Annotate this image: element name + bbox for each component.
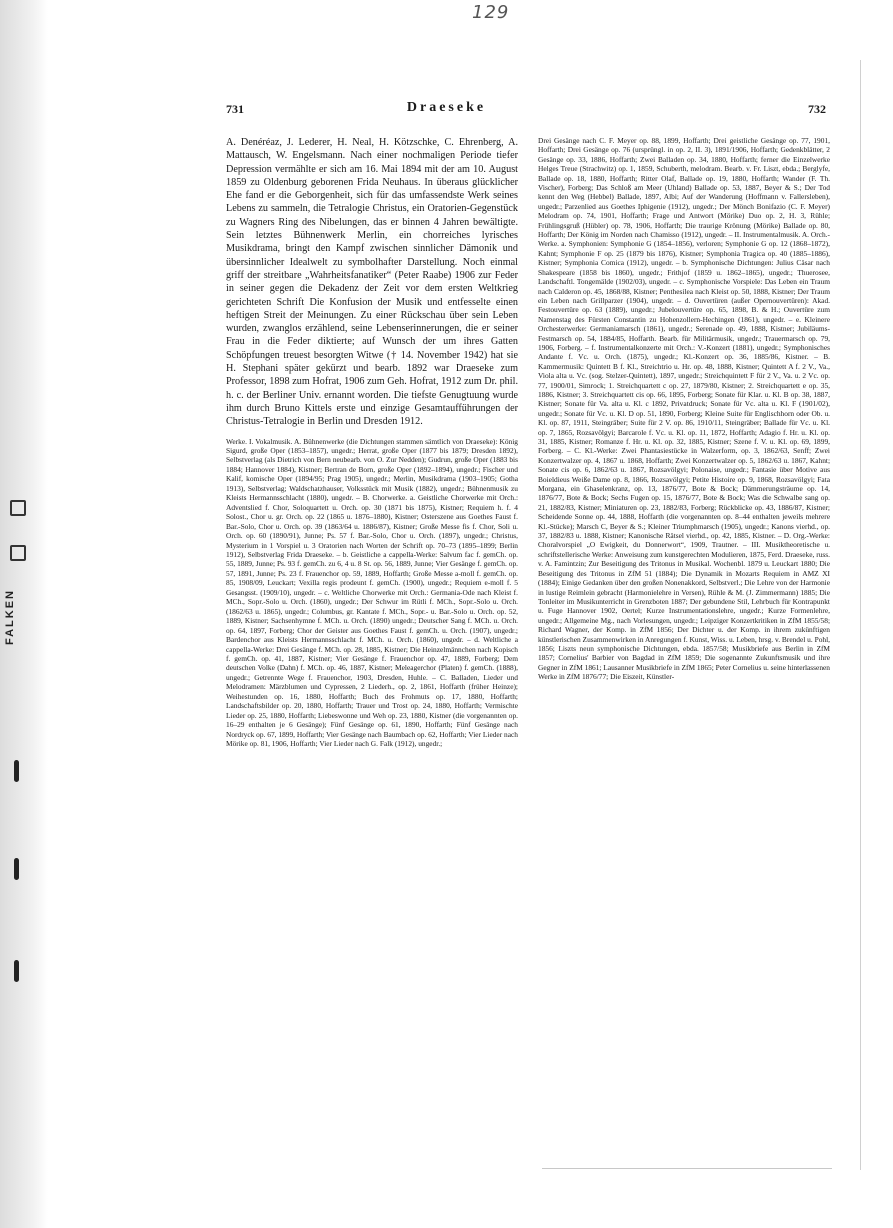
- column-end-rule: [542, 1166, 832, 1169]
- binder-mark-bottom: [10, 545, 26, 561]
- running-title: Draeseke: [406, 100, 487, 115]
- side-brand-label: FALKEN: [4, 589, 16, 645]
- page-number-left: 731: [226, 102, 244, 116]
- works-list-right: Drei Gesänge nach C. F. Meyer op. 88, 1899, Hoffarth; Drei geistliche Gesänge op. 77, 1901, Hoffarth; Drei Gesänge op. 76 (ursprüngl. in op. 2, II. 3), 1891/1906, Hoffarth; Gedenkblätter, 2 Gesänge op. 33, 1886, Hoffarth; Zwei Balladen op. 34, 1880, Hoffarth; ferner die Einzelwerke Helges Treue (Strachwitz) op. 1, 1859, Schuberth, melodram. Bearb. v. Fr. Liszt, ebda.; Berglyfe, Ballade op. 18, 1880, Hoffarth; Ritter Olaf, Ballade op. 19, 1880, Hoffarth; Wander (F. Th. Vischer), Forberg; Das Schloß am Meer (Uhland) Ballade op. 53, 1887, Beyer & S.; Der Tod kennt den Weg (Hebbel) Ballade, 1897, Albi; Auf der Wanderung (Hoffmann v. Fallersleben), ungedr.; Parzenlied aus Goethes Iphigenie (1912), ungedr.; Der Mönch Bonifazio (C. F. Meyer) Melodram op. 74, 1901, Hoffarth; Frage und Antwort (Mörike) Duo op. 2, H. 3, Rühle; Frühlingsgruß (Hübler) op. 78, 1906, Hoffarth; Die traurige Krönung (Mörike) Ballade op. 80, Hoffarth; Der König im Norden nach Chamisso (1912), ungedr. – II. Instrumentalmusik. A. Orch.-Werke. a. Symphonien: Symphonie G (1854–1856), verloren; Symphonie G op. 12 (1868–1872), Kahnt; Symphonie F op. 25 (1879 bis 1876), Kistner; Symphonia Tragica op. 40 (1885–1886), Kistner; Symphonia Comica (1912), ungedr. – b. Symphonische Dichtungen: Julius Cäsar nach Shakespeare (1858 bis 1860), ungedr.; Frithjof (1859 u. 1862–1865), ungedr.; Thuerosee, Landschaftl. Tongemälde (1902/03), ungedr. – c. Symphonische Vorspiele: Das Leben ein Traum nach Calderon op. 45, 1868/88, Kistner; Penthesilea nach Kleist op. 50, 1888, Kistner; Der Traum ein Leben nach Grillparzer (1904), ungedr. – d. Ouvertüren (außer Opernouvertüren): Akad. Festouvertüre op. 63 (1889), ungedr.; Jubelouvertüre op. 65, 1898, B. & H.; Ouvertüre zum Namenstag des Fürsten Constantin zu Hohenzollern-Hechingen (1861), ungedr. – e. Kleinere Orchesterwerke: Germaniamarsch (1861), ungedr.; Serenade op. 49, 1888, Kistner; Jubiläums-Festmarsch op. 54, 1884/85, Hoffarth. Bearb. für Militärmusik, ungedr.; Trauermarsch op. 79, 1906, Forberg. – f. Instrumentalkonzerte mit Orch.: V.-Konzert (1881), ungedr.; Symphonisches Andante f. Vc. u. Orch. (1875), ungedr.; Kl.-Konzert op. 36, 1885/86, Kistner. – B. Kammermusik: Quintett B f. Kl., Streichtrio u. Hr. op. 48, 1888, Kistner; Quintett A f. 2 V., Va., Viola alta u. Vc. (sog. Stelzer-Quintett), 1897, ungedr.; Streichquintett F für 2 V., Va. u. 2 Vc. op. 77, 1900/01, Simrock; 1. Streichquartett c op. 27, 1879/80, Kistner; 2. Streichquartett e op. 35, 1886, Kistner; 3. Streichquartett cis op. 66, 1895, Forberg; Sonate für Klar. u. Kl. B op. 38, 1887, Kistner; Sonate für Va. alta u. Kl. c 1892, Privatdruck; Sonate für Vc. alta u. Kl. F (1901/02), ungedr.; Sonate für Vc. u. Kl. D op. 51, 1890, Forberg; Kleine Suite für Englischhorn oder Ob. u. Kl. op. 87, 1911, Steingräber; Suite für 2 V. op. 86, 1910/11, Steingräber; Ballade für Vc. u. Kl. op. 7, 1865, Rozsavölgyi; Barcarole f. Vc. u. Kl. op. 11, 1872, Hoffarth; Adagio f. Hr. u. Kl. op. 31, 1885, Kistner; Romanze f. Hr. u. Kl. op. 32, 1885, Kistner; Szene f. V. u. Kl. op. 69, 1899, Forberg. – C. Kl.-Werke: Zwei Phantasiestücke in Walzerform, op. 3, 1862/63, Senff; Zwei Konzertwalzer op. 4, 1867 u. 1868, Hoffarth; Zwei Konzertwalzer op. 5, 1862/63 u. 1867, Kahnt; Sonate cis op. 6, 1862/63 u. 1867, Rozsavölgyi; Polonaise, ungedr.; Fantasie über Motive aus Boieldieus Weiße Dame op. 8, 1866, Rozsavölgyi; Petite Histoire op. 9, 1868, Rozsavölgyi; Fata Morgana, ein Ghaselenkranz, op. 13, 1876/77, Bote & Bock; Dämmerungsträume op. 14, 1876/77, Bote & Bock; Sechs Fugen op. 15, 1876/77, Bote & Bock; Was die Schwalbe sang op. 21, 1882/83, Kistner; Miniaturen op. 23, 1882/83, Forberg; Rückblicke op. 43, 1886/87, Kistner; Scheidende Sonne op. 44, 1888, Hoffarth (die vorgenannten op. 8–44 enthalten jeweils mehrere Kl.-Stücke); Marsch C, Beyer & S.; Kleiner Triumphmarsch (1905), ungedr.; Kanons vierhd., op. 37, 1882/83 u. 1888, Kistner; Kanonische Rätsel vierhd., op. 42, 1885, Kistner. – D. Org.-Werke: Choralvorspiel „O Ewigkeit, du Donnerwort“, 1909, Trautner. – III. Musiktheoretische u. schriftstellerische Werke: Anweisung zum kunstgerechten Modulieren, 1875, Ferd. Draeseke, russ. v. A. Famintzin; Zur Beseitigung des Tritonus in Musikal. Wochenbl. 1879 u. Leuckart 1880; Die Beseitigung des Tritonus in ZfM 51 (1884); Die Dynamik in Mozarts Requiem in AMZ XI (1884); Einige Gedanken über den großen Nonenakkord, Selbstverl.; Die Lehre von der Harmonie in lustige Reimlein gebracht (Harmonielehre in Versen), Rühle & M. (J. Zimmermann) 1885; Die Tonleiter im Musikunterricht in Grenzboten 1887; Der gebundene Stil, Lehrbuch für Kontrapunkt u. Fuge Hannover 1902, Oertel; Kurze Instrumentationslehre, ungedr.; Kurze Formenlehre, ungedr.; Allgemeine Mg., nach Vorlesungen, ungedr.; Leipziger Konzertkritiken in ZfM 1855/58; Richard Wagner, der Komp. in ZfM 1856; Der Dichter u. der Komp. in ihrem zukünftigen künstlerischen Zusammenwirken in Anregungen f. Kunst, Wiss. u. Leben, hrsg. v. Brendel u. Pohl, 1856; Liszts neun symphonische Dichtungen, ebda. 1857/58; Musikbriefe aus Berlin in ZfM 1857; Cornelius' Barbier von Bagdad in ZfM 1859; Die sogenannte Zukunftsmusik und ihre Gegner in ZfM 1861; Lausanner Musikbriefe in ZfM 1865; Peter Cornelius u. seine hinterlassenen Werke in ZfM 1876/77; Die Eiszeit, Künstler-: [538, 136, 830, 682]
- biography-text: A. Denéréaz, J. Lederer, H. Neal, H. Kötzschke, C. Ehrenberg, A. Mattausch, W. Engelsmann. Nach einer nochmaligen Periode tiefer Depression vermählte er sich am 16. Mai 1894 mit der am 10. August 1859 zu Oldenburg geborenen Frida Neuhaus. In überaus glücklicher Ehe fand er die Geborgenheit, sich für das umfassendste Werk seines Lebens zu sammeln, die Tetralogie Christus, ein Oratorien-Gegenstück zu Wagners Ring des Nibelungen, das er binnen 4 Jahren bewältigte. Sein letztes Bühnenwerk Merlin, ein chorreiches lyrisches Musikdrama, bringt den Kampf zwischen sinnlicher Dämonik und übersinnlicher Idealwelt zu symbolhafter Darstellung. Noch einmal griff der streitbare „Wahrheitsfanatiker“ (Peter Raabe) 1906 zur Feder in seiner gegen die Dekadenz der Zeit vor dem ersten Weltkrieg gerichteten Schrift Die Konfusion der Musik und entfesselte einen heftigen Streit der Meinungen. Zu einer Rückschau über sein Leben wurden, zwanglos erzählend, seine Lebenserinnerungen, die er seiner Frau in die Feder diktierte; auf Wunsch der um ihres Gatten Schöpfungen treuest besorgten Witwe († 14. November 1942) hat sie H. Stephani später gekürzt und bearb. 1892 war Draeseke zum Professor, 1898 zum Hofrat, 1906 zum Geh. Hofrat, 1912 zum Dr. phil. h. c. der Berliner Univ. ernannt worden. Die tiefste Genugtuung wurde ihm durch Bruno Kittels erste und einzige Gesamtaufführungen der Christus-Tetralogie in Berlin und Dresden 1912.: [226, 137, 518, 428]
- binder-hole-1: [14, 760, 19, 782]
- left-column: [226, 136, 518, 1161]
- binder-mark-top: [10, 500, 26, 516]
- handwritten-page-number: 129: [472, 2, 510, 23]
- page-number-right: 732: [808, 102, 826, 116]
- right-column: [538, 136, 830, 1161]
- binder-hole-3: [14, 960, 19, 982]
- binder-hole-2: [14, 858, 19, 880]
- page-edge: [860, 60, 861, 1170]
- works-list-left: Werke. I. Vokalmusik. A. Bühnenwerke (die Dichtungen stammen sämtlich von Draeseke): König Sigurd, große Oper (1853–1857), ungedr.; Herrat, große Oper (1877 bis 1879; Dresden 1892), Selbstverlag (als Dietrich von Bern neubearb. von O. Zur Nedden); Gudrun, große Oper (1883 bis 1884; Hannover 1884), Kistner; Bertran de Born, große Oper (1892–1894), ungedr.; Fischer und Kalif, komische Oper (1894/95; Prag 1905), ungedr.; Merlin, Musikdrama (1903–1905; Gotha 1913), Selbstverlag; Waldschatzhauser, Volksstück mit Musik (1882), ungedr.; Bühnenmusik zu Kleists Hermannsschlacht (1880), ungedr. – B. Chorwerke. a. Geistliche Chorwerke mit Orch.: Adventslied f. Chor, Soloquartett u. Orch. op. 30 (1871 bis 1875), Kistner; Requiem h. f. 4 Solost., Chor u. gr. Orch. op. 22 (1865 u. 1876–1880), Kistner; Osterszene aus Goethes Faust f. Bar.-Solo, Chor u. Orch. op. 39 (1863/64 u. 1886/87), Kistner; Große Messe fis f. Chor, Soli u. Orch. op. 60 (1890/91), Junne; Ps. 57 f. Bar.-Solo, Chor u. Orch. (1897), ungedr.; Christus, Mysterium in 1 Vorspiel u. 3 Oratorien nach Worten der Schrift op. 70–73 (1895–1899; Berlin 1912), Selbstverlag Frida Draeseke. – b. Geistliche a cappella-Werke: Salvum fac f. gemCh. op. 55, 1889, Junne; Ps. 93 f. gemCh. zu 6, 4 u. 8 St. op. 56, 1889, Junne; Vier Gesänge f. gemCh. op. 57, 1891, Junne; Ps. 23 f. Frauenchor op. 59, 1889, Hoffarth; Große Messe a-moll f. gemCh. op. 85, 1908/09, Leuckart; Vexilla regis prodeunt f. gemCh. (1900), ungedr.; Requiem e-moll f. 5 Gesangsst. (1909/10), ungedr. – c. Weltliche Chorwerke mit Orch.: Germania-Ode nach Kleist f. MCh., Sopr.-Solo u. Orch. (1860), ungedr.; Der Schwur im Rütli f. MCh., Sopr.-Solo u. Orch. (1862/63 u. 1865), ungedr.; Columbus, gr. Kantate f. MCh., Sopr.- u. Bar.-Solo u. Orch. op. 52, 1889, Kistner; Sachsenhymne f. MCh. u. Orch. (1890) ungedr.; Deutscher Sang f. MCh. u. Orch. op. 64, 1897, Forberg; Chor der Geister aus Goethes Faust f. gemCh. u. Orch. (1907), ungedr.; Bardenchor aus Kleists Hermannsschlacht f. MCh. u. Orch. (1860), ungedr. – d. Weltliche a cappella-Werke: Drei Gesänge f. MCh. op. 28, 1885, Kistner; Die Heinzelmännchen nach Kopisch f. gemCh. op. 41, 1887, Kistner; Vier Gesänge f. Frauenchor op. 47, 1889, Forberg; Dem deutschen Volke (Dahn) f. MCh. op. 46, 1887, Kistner; Meleagerchor (Platen) f. gemCh. (1888), ungedr.; Getrennte Wege f. Frauenchor, 1903, Dresden, Huhle. – C. Balladen, Lieder und Melodramen: Märzblumen und Cypressen, 2 Liederh., op. 2, 1861, Hoffarth (früher Heinze); Weihestunden op. 16, 1880, Hoffarth; Buch des Frohmuts op. 17, 1880, Hoffarth; Landschaftsbilder op. 20, 1880, Hoffarth; Trauer und Trost op. 24, 1880, Hoffarth; Vermischte Lieder op. 25, 1880, Hoffarth; Liebeswonne und Weh op. 23, 1880, Kistner (die vorgenannten op. 16–29 enthalten je 6 Gesänge); Fünf Gesänge op. 61, 1890, Hoffarth; Fünf Gesänge nach Nordryck op. 67, 1899, Hoffarth; Vier Gesänge nach Baumbach op. 62, Hoffarth; Vier Lieder nach Mörike op. 81, 1906, Hoffarth; Vier Lieder nach G. Falk (1912), ungedr.;: [226, 436, 518, 749]
